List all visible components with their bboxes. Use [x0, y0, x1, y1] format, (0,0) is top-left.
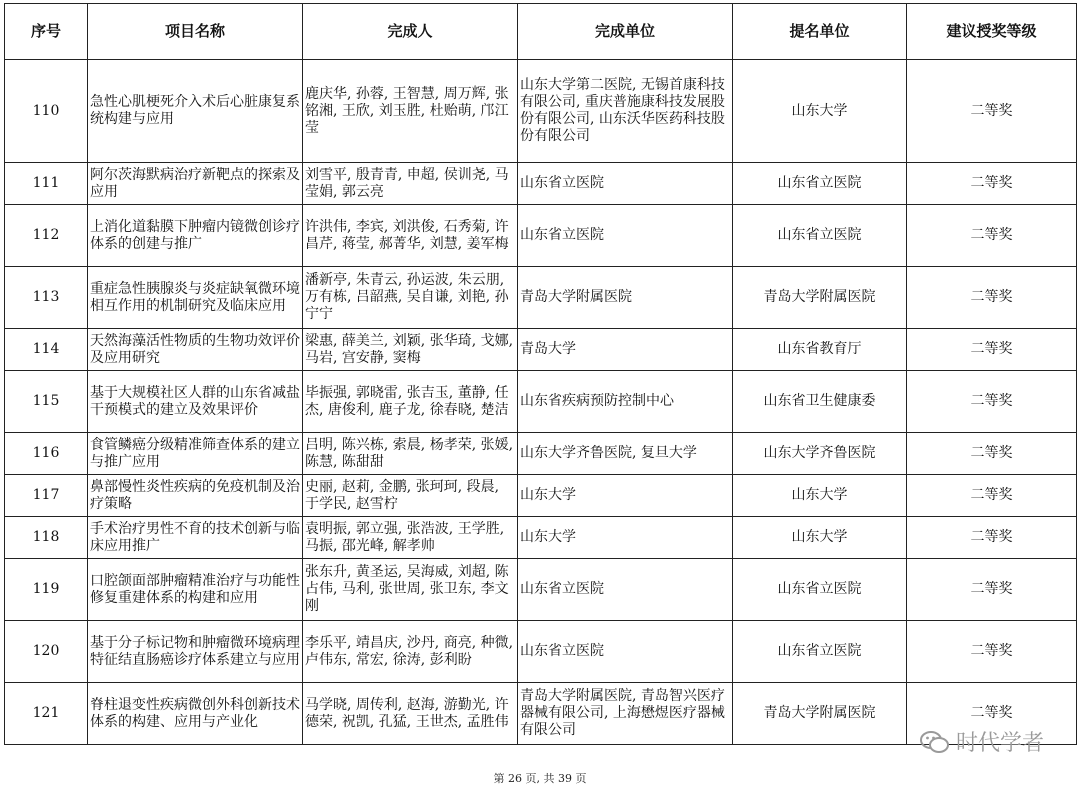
completers: 袁明振, 郭立强, 张浩波, 王学胜, 马振, 邵光峰, 解孝帅	[303, 517, 518, 559]
header-nominator: 提名单位	[733, 4, 907, 60]
header-row	[5, 4, 1077, 60]
row-index: 118	[5, 517, 88, 559]
header-completing-units: 完成单位	[518, 4, 733, 60]
award-level: 二等奖	[907, 517, 1077, 559]
row-index: 112	[5, 205, 88, 267]
row-index: 115	[5, 371, 88, 433]
header-award-level: 建议授奖等级	[907, 4, 1077, 60]
nominator: 山东省立医院	[733, 621, 907, 683]
completing-units: 山东大学齐鲁医院, 复旦大学	[518, 433, 733, 475]
table-row	[5, 267, 1077, 329]
completing-units: 山东大学	[518, 475, 733, 517]
row-index: 111	[5, 163, 88, 205]
completers: 许洪伟, 李宾, 刘洪俊, 石秀菊, 许昌芹, 蒋莹, 郝菁华, 刘慧, 姜军梅	[303, 205, 518, 267]
completers: 马学晓, 周传利, 赵海, 游勤光, 许德荣, 祝凯, 孔猛, 王世杰, 孟胜伟	[303, 683, 518, 745]
table-row	[5, 163, 1077, 205]
table-row	[5, 621, 1077, 683]
project-name: 急性心肌梗死介入术后心脏康复系统构建与应用	[88, 60, 303, 163]
completers: 史丽, 赵莉, 金鹏, 张珂珂, 段晨, 于学民, 赵雪柠	[303, 475, 518, 517]
row-index: 117	[5, 475, 88, 517]
nominator: 山东大学	[733, 517, 907, 559]
completing-units: 山东省立医院	[518, 205, 733, 267]
table-row	[5, 205, 1077, 267]
project-name: 重症急性胰腺炎与炎症缺氧微环境相互作用的机制研究及临床应用	[88, 267, 303, 329]
award-level: 二等奖	[907, 433, 1077, 475]
project-name: 食管鳞癌分级精准筛查体系的建立与推广应用	[88, 433, 303, 475]
completers: 梁惠, 薛美兰, 刘颖, 张华琦, 戈娜, 马岩, 宫安静, 窦梅	[303, 329, 518, 371]
project-name: 脊柱退变性疾病微创外科创新技术体系的构建、应用与产业化	[88, 683, 303, 745]
table-row	[5, 371, 1077, 433]
completing-units: 青岛大学附属医院, 青岛智兴医疗器械有限公司, 上海懋煜医疗器械有限公司	[518, 683, 733, 745]
completing-units: 山东大学	[518, 517, 733, 559]
table-row	[5, 329, 1077, 371]
table-row	[5, 517, 1077, 559]
completers: 毕振强, 郭晓雷, 张吉玉, 董静, 任杰, 唐俊利, 鹿子龙, 徐春晓, 楚洁	[303, 371, 518, 433]
completing-units: 山东省疾病预防控制中心	[518, 371, 733, 433]
row-index: 110	[5, 60, 88, 163]
project-name: 手术治疗男性不育的技术创新与临床应用推广	[88, 517, 303, 559]
watermark	[920, 726, 1044, 757]
wechat-icon	[920, 730, 950, 754]
completers: 李乐平, 靖昌庆, 沙丹, 商亮, 种微, 卢伟东, 常宏, 徐涛, 彭利盼	[303, 621, 518, 683]
header-completers: 完成人	[303, 4, 518, 60]
row-index: 116	[5, 433, 88, 475]
row-index: 120	[5, 621, 88, 683]
nominator: 山东省立医院	[733, 559, 907, 621]
row-index: 119	[5, 559, 88, 621]
project-name: 基于分子标记物和肿瘤微环境病理特征结直肠癌诊疗体系建立与应用	[88, 621, 303, 683]
header-index: 序号	[5, 4, 88, 60]
nominator: 山东省教育厅	[733, 329, 907, 371]
table-row	[5, 475, 1077, 517]
award-level: 二等奖	[907, 621, 1077, 683]
header-project-name: 项目名称	[88, 4, 303, 60]
award-level: 二等奖	[907, 60, 1077, 163]
award-level: 二等奖	[907, 163, 1077, 205]
nominator: 山东大学	[733, 60, 907, 163]
watermark-text: 时代学者	[955, 731, 1044, 756]
project-name: 天然海藻活性物质的生物功效评价及应用研究	[88, 329, 303, 371]
award-level: 二等奖	[907, 205, 1077, 267]
completers: 鹿庆华, 孙蓉, 王智慧, 周万辉, 张铭湘, 王欣, 刘玉胜, 杜贻萌, 邝江莹	[303, 60, 518, 163]
nominator: 山东大学齐鲁医院	[733, 433, 907, 475]
row-index: 121	[5, 683, 88, 745]
award-level: 二等奖	[907, 475, 1077, 517]
completing-units: 山东省立医院	[518, 559, 733, 621]
completers: 潘新亭, 朱青云, 孙运波, 朱云朋, 万有栋, 吕韶燕, 吴自谦, 刘艳, 孙宁宁	[303, 267, 518, 329]
award-level: 二等奖	[907, 329, 1077, 371]
completers: 张东升, 黄圣运, 吴海威, 刘超, 陈占伟, 马利, 张世周, 张卫东, 李文刚	[303, 559, 518, 621]
nominator: 青岛大学附属医院	[733, 683, 907, 745]
award-level: 二等奖	[907, 267, 1077, 329]
nominator: 山东大学	[733, 475, 907, 517]
completers: 吕明, 陈兴栋, 索晨, 杨孝荣, 张媛, 陈慧, 陈甜甜	[303, 433, 518, 475]
nominator: 山东省卫生健康委	[733, 371, 907, 433]
award-level: 二等奖	[907, 559, 1077, 621]
project-name: 阿尔茨海默病治疗新靶点的探索及应用	[88, 163, 303, 205]
completers: 刘雪平, 殷青青, 申超, 侯训尧, 马莹娟, 郭云亮	[303, 163, 518, 205]
completing-units: 青岛大学	[518, 329, 733, 371]
project-name: 基于大规模社区人群的山东省减盐干预模式的建立及效果评价	[88, 371, 303, 433]
nominator: 山东省立医院	[733, 205, 907, 267]
table-row	[5, 683, 1077, 745]
table-row	[5, 60, 1077, 163]
completing-units: 青岛大学附属医院	[518, 267, 733, 329]
project-name: 口腔颌面部肿瘤精准治疗与功能性修复重建体系的构建和应用	[88, 559, 303, 621]
row-index: 113	[5, 267, 88, 329]
completing-units: 山东大学第二医院, 无锡首康科技有限公司, 重庆普施康科技发展股份有限公司, 山东沃华医药科技股份有限公司	[518, 60, 733, 163]
table-row	[5, 433, 1077, 475]
completing-units: 山东省立医院	[518, 163, 733, 205]
award-level: 二等奖	[907, 683, 1077, 745]
awards-table	[4, 3, 1077, 745]
project-name: 上消化道黏膜下肿瘤内镜微创诊疗体系的创建与推广	[88, 205, 303, 267]
project-name: 鼻部慢性炎性疾病的免疫机制及治疗策略	[88, 475, 303, 517]
award-level: 二等奖	[907, 371, 1077, 433]
nominator: 青岛大学附属医院	[733, 267, 907, 329]
page-footer: 第 26 页, 共 39 页	[493, 772, 587, 785]
row-index: 114	[5, 329, 88, 371]
nominator: 山东省立医院	[733, 163, 907, 205]
table-row	[5, 559, 1077, 621]
completing-units: 山东省立医院	[518, 621, 733, 683]
